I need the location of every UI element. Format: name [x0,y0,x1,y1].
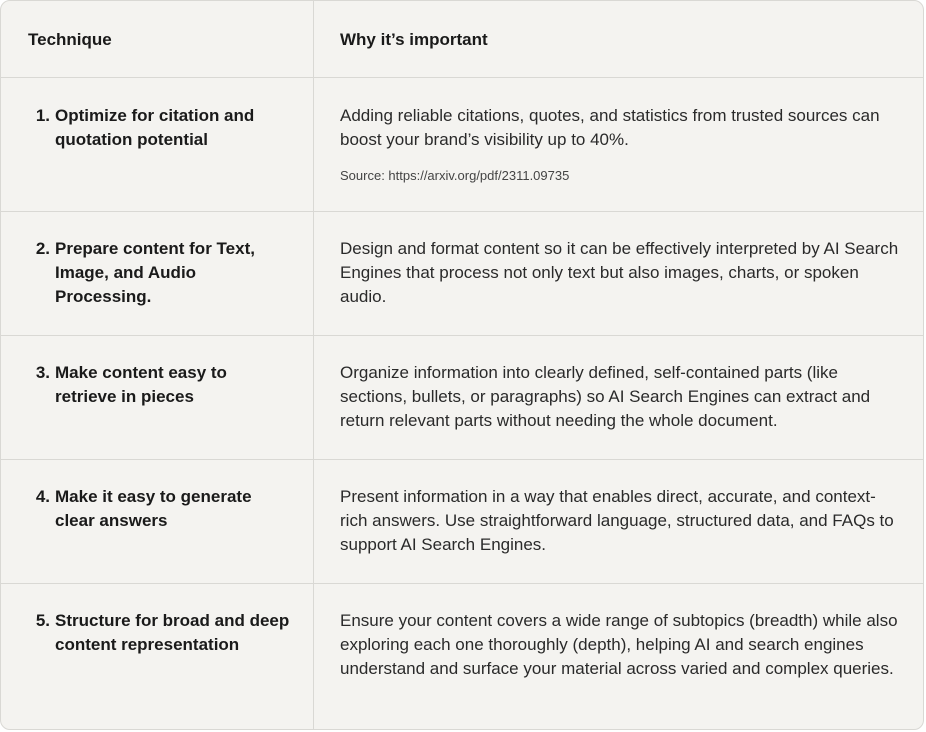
technique-cell [1,212,313,309]
why-cell [314,584,923,681]
technique-cell [1,78,313,152]
row-number: 2. [35,239,50,258]
table-row [1,336,923,460]
technique-cell [1,584,313,657]
row-number: 4. [35,487,50,506]
table-row [1,78,923,212]
header-why: Why it’s important [340,30,488,49]
why-text: Organize information into clearly defined, self-contained parts (like sections, bullets, or paragraphs) so AI Search Engines can extract and return relevant parts without needing the whole document. [340,363,871,430]
technique-cell [1,460,313,533]
why-cell [314,336,923,433]
technique-text: Prepare content for Text, Image, and Audio Processing. [55,239,255,306]
row-number: 1. [35,106,50,125]
table-row [1,584,923,730]
why-cell [314,78,923,185]
table-row [1,212,923,336]
row-number: 5. [35,611,50,630]
technique-text: Make it easy to generate clear answers [55,487,252,530]
technique-text: Make content easy to retrieve in pieces [55,363,227,406]
why-text: Adding reliable citations, quotes, and statistics from trusted sources can boost your brand’s visibility up to 40%. [340,106,880,149]
technique-text: Structure for broad and deep content representation [55,611,290,654]
table-row [1,460,923,584]
why-text: Design and format content so it can be effectively interpreted by AI Search Engines that process not only text but also images, charts, or spoken audio. [340,239,899,306]
why-cell [314,212,923,309]
row-number: 3. [35,363,50,382]
why-text: Ensure your content covers a wide range of subtopics (breadth) while also exploring each one thoroughly (depth), helping AI and search engines understand and surface your material across varied and complex queries. [340,611,898,678]
technique-text: Optimize for citation and quotation potential [55,106,255,149]
why-cell [314,460,923,557]
header-cell-why [314,1,923,52]
technique-cell [1,336,313,409]
header-cell-technique [1,1,313,52]
source-citation: Source: https://arxiv.org/pdf/2311.09735 [340,168,570,183]
why-text: Present information in a way that enables direct, accurate, and context-rich answers. Use straightforward language, structured data, and FAQs to support AI Search Engines. [340,487,894,554]
header-technique: Technique [28,30,112,49]
table-header-row [1,1,923,78]
